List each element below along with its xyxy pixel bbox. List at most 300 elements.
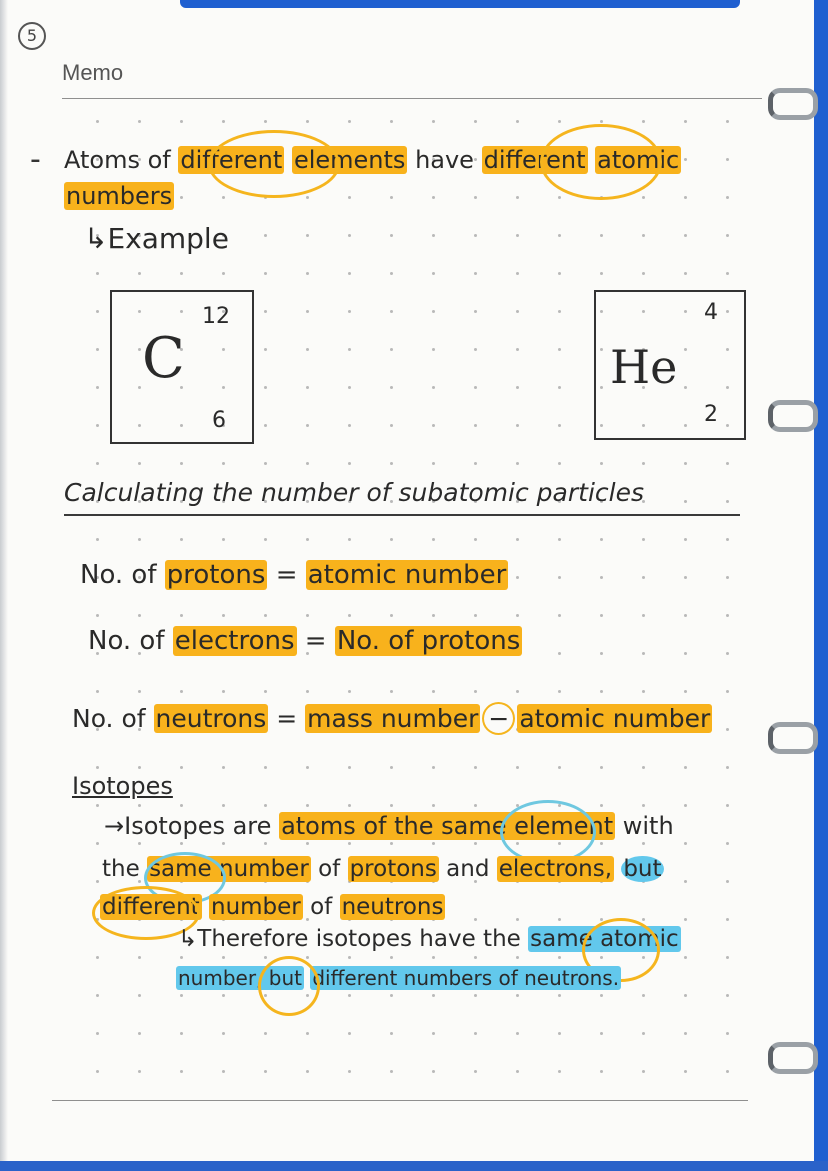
grid-dot	[306, 766, 309, 769]
page-number-circle	[18, 22, 46, 50]
grid-dot	[222, 842, 225, 845]
iso-l4-a: ↳Therefore isotopes have the	[178, 926, 521, 952]
grid-dot	[96, 272, 99, 275]
grid-dot	[516, 272, 519, 275]
grid-dot	[600, 804, 603, 807]
grid-dot	[684, 804, 687, 807]
iso-l5-b: different numbers of neutrons.	[312, 966, 620, 990]
grid-dot	[558, 652, 561, 655]
grid-dot	[390, 842, 393, 845]
grid-dot	[684, 120, 687, 123]
grid-dot	[726, 576, 729, 579]
grid-dot	[432, 614, 435, 617]
grid-dot	[264, 956, 267, 959]
iso-l3-a: different	[102, 894, 200, 920]
grid-dot	[684, 994, 687, 997]
grid-dot	[474, 842, 477, 845]
intro-w3: elements	[293, 146, 406, 174]
intro-w1: Atoms of	[64, 146, 171, 174]
grid-dot	[726, 766, 729, 769]
grid-dot	[558, 1070, 561, 1073]
calc-heading: Calculating the number of subatomic particles	[64, 478, 644, 507]
grid-dot	[474, 918, 477, 921]
neutrons-line	[72, 702, 712, 735]
grid-dot	[138, 842, 141, 845]
grid-dot	[432, 1032, 435, 1035]
grid-dot	[348, 386, 351, 389]
grid-dot	[96, 804, 99, 807]
intro-w2: different	[180, 146, 283, 174]
grid-dot	[306, 310, 309, 313]
grid-dot	[432, 272, 435, 275]
grid-dot	[432, 196, 435, 199]
grid-dot	[96, 994, 99, 997]
grid-dot	[684, 538, 687, 541]
grid-dot	[96, 1032, 99, 1035]
grid-dot	[684, 918, 687, 921]
grid-dot	[474, 1070, 477, 1073]
iso-l3-c: of	[310, 894, 333, 920]
grid-dot	[558, 538, 561, 541]
grid-dot	[264, 310, 267, 313]
grid-dot	[138, 1032, 141, 1035]
grid-dot	[516, 918, 519, 921]
grid-dot	[558, 690, 561, 693]
grid-dot	[516, 956, 519, 959]
grid-dot	[390, 956, 393, 959]
grid-dot	[96, 842, 99, 845]
grid-dot	[600, 652, 603, 655]
grid-dot	[222, 614, 225, 617]
grid-dot	[516, 994, 519, 997]
grid-dot	[726, 690, 729, 693]
grid-dot	[390, 424, 393, 427]
helium-mass-number: 4	[704, 300, 718, 325]
grid-dot	[264, 424, 267, 427]
protons-right: atomic number	[307, 560, 507, 590]
carbon-symbol: C	[142, 326, 185, 391]
grid-dot	[516, 386, 519, 389]
page-number: 5	[26, 26, 38, 45]
grid-dot	[222, 956, 225, 959]
grid-dot	[390, 348, 393, 351]
grid-dot	[390, 386, 393, 389]
carbon-mass-number: 12	[202, 304, 230, 329]
grid-dot	[474, 234, 477, 237]
grid-dot	[642, 614, 645, 617]
grid-dot	[264, 272, 267, 275]
grid-dot	[222, 766, 225, 769]
grid-dot	[642, 690, 645, 693]
grid-dot	[516, 1032, 519, 1035]
grid-dot	[684, 462, 687, 465]
grid-dot	[432, 120, 435, 123]
grid-dot	[138, 766, 141, 769]
grid-dot	[600, 272, 603, 275]
grid-dot	[558, 272, 561, 275]
grid-dot	[222, 272, 225, 275]
grid-dot	[306, 234, 309, 237]
grid-dot	[474, 956, 477, 959]
neutrons-equals: =	[276, 704, 298, 733]
grid-dot	[642, 272, 645, 275]
grid-dot	[348, 690, 351, 693]
grid-dot	[348, 804, 351, 807]
grid-dot	[390, 1032, 393, 1035]
grid-dot	[684, 196, 687, 199]
grid-dot	[222, 1070, 225, 1073]
iso-l1-a: →Isotopes are	[104, 812, 272, 840]
grid-dot	[222, 462, 225, 465]
grid-dot	[138, 690, 141, 693]
grid-dot	[390, 196, 393, 199]
grid-dot	[390, 804, 393, 807]
circle-same	[500, 800, 596, 864]
grid-dot	[306, 424, 309, 427]
grid-dot	[180, 1032, 183, 1035]
grid-dot	[516, 1070, 519, 1073]
grid-dot	[138, 1070, 141, 1073]
grid-dot	[96, 1070, 99, 1073]
grid-dot	[180, 196, 183, 199]
grid-dot	[600, 234, 603, 237]
grid-dot	[726, 956, 729, 959]
grid-dot	[180, 804, 183, 807]
electrons-term: electrons	[174, 626, 295, 656]
grid-dot	[222, 804, 225, 807]
grid-dot	[222, 994, 225, 997]
grid-dot	[348, 1032, 351, 1035]
electrons-right: No. of protons	[336, 626, 521, 656]
grid-dot	[558, 348, 561, 351]
grid-dot	[390, 766, 393, 769]
grid-dot	[222, 196, 225, 199]
intro-line-2	[64, 182, 174, 210]
grid-dot	[222, 690, 225, 693]
grid-dot	[684, 766, 687, 769]
grid-dot	[642, 842, 645, 845]
grid-dot	[306, 1032, 309, 1035]
top-edge	[180, 0, 740, 8]
grid-dot	[306, 120, 309, 123]
grid-dot	[306, 614, 309, 617]
grid-dot	[264, 804, 267, 807]
grid-dot	[558, 614, 561, 617]
binding-shadow	[0, 0, 8, 1171]
grid-dot	[264, 538, 267, 541]
grid-dot	[726, 538, 729, 541]
grid-dot	[474, 386, 477, 389]
electrons-left: No. of	[88, 626, 165, 656]
protons-equals: =	[275, 560, 298, 590]
iso-l2-d: protons	[349, 856, 437, 882]
grid-dot	[726, 272, 729, 275]
memo-rule	[62, 98, 762, 99]
grid-dot	[726, 462, 729, 465]
grid-dot	[432, 462, 435, 465]
grid-dot	[180, 842, 183, 845]
grid-dot	[348, 310, 351, 313]
grid-dot	[558, 918, 561, 921]
grid-dot	[96, 880, 99, 883]
carbon-atomic-number: 6	[212, 408, 226, 433]
grid-dot	[390, 994, 393, 997]
grid-dot	[558, 196, 561, 199]
grid-dot	[348, 956, 351, 959]
grid-dot	[348, 766, 351, 769]
grid-dot	[558, 120, 561, 123]
grid-dot	[474, 766, 477, 769]
grid-dot	[432, 842, 435, 845]
grid-dot	[558, 1032, 561, 1035]
grid-dot	[180, 766, 183, 769]
grid-dot	[516, 538, 519, 541]
grid-dot	[306, 1070, 309, 1073]
grid-dot	[180, 614, 183, 617]
iso-l2-f: electrons,	[498, 856, 613, 882]
grid-dot	[642, 234, 645, 237]
grid-dot	[474, 462, 477, 465]
intro-w7: numbers	[66, 182, 173, 210]
grid-dot	[222, 120, 225, 123]
grid-dot	[180, 462, 183, 465]
grid-dot	[600, 1032, 603, 1035]
circle-different-2	[540, 124, 662, 200]
calc-heading-underline	[64, 514, 740, 516]
binder-ring-icon	[768, 400, 818, 432]
grid-dot	[432, 424, 435, 427]
grid-dot	[684, 158, 687, 161]
grid-dot	[474, 424, 477, 427]
grid-dot	[306, 956, 309, 959]
grid-dot	[96, 120, 99, 123]
grid-dot	[558, 576, 561, 579]
circle-but	[258, 956, 320, 1016]
protons-line	[80, 560, 508, 590]
grid-dot	[432, 234, 435, 237]
grid-dot	[642, 1032, 645, 1035]
grid-dot	[474, 614, 477, 617]
grid-dot	[516, 614, 519, 617]
grid-dot	[390, 538, 393, 541]
grid-dot	[222, 538, 225, 541]
iso-l5-a: number, but	[178, 966, 302, 990]
neutrons-atomic: atomic number	[519, 704, 711, 733]
grid-dot	[726, 120, 729, 123]
intro-w5: different	[483, 146, 586, 174]
grid-dot	[432, 310, 435, 313]
helium-atomic-number: 2	[704, 402, 718, 427]
grid-dot	[474, 348, 477, 351]
grid-dot	[474, 1032, 477, 1035]
grid-dot	[96, 766, 99, 769]
grid-dot	[726, 804, 729, 807]
grid-dot	[684, 1032, 687, 1035]
grid-dot	[726, 500, 729, 503]
iso-l2-e: and	[446, 856, 490, 882]
grid-dot	[726, 880, 729, 883]
grid-dot	[516, 462, 519, 465]
grid-dot	[138, 614, 141, 617]
grid-dot	[432, 956, 435, 959]
grid-dot	[348, 842, 351, 845]
grid-dot	[390, 234, 393, 237]
grid-dot	[390, 690, 393, 693]
isotopes-heading: Isotopes	[72, 772, 173, 800]
grid-dot	[96, 956, 99, 959]
grid-dot	[684, 272, 687, 275]
grid-dot	[138, 538, 141, 541]
grid-dot	[600, 120, 603, 123]
grid-dot	[432, 690, 435, 693]
carbon-element-box	[110, 290, 254, 444]
grid-dot	[642, 462, 645, 465]
grid-dot	[264, 348, 267, 351]
grid-dot	[474, 690, 477, 693]
grid-dot	[264, 120, 267, 123]
grid-dot	[516, 234, 519, 237]
circle-different-1	[208, 130, 340, 198]
grid-dot	[390, 120, 393, 123]
grid-dot	[348, 272, 351, 275]
grid-dot	[516, 348, 519, 351]
grid-dot	[726, 918, 729, 921]
grid-dot	[600, 576, 603, 579]
grid-dot	[180, 956, 183, 959]
isotopes-line-5	[176, 966, 621, 990]
grid-dot	[684, 234, 687, 237]
grid-dot	[96, 462, 99, 465]
iso-l1-b: atoms of the same element	[281, 812, 614, 840]
grid-dot	[726, 1032, 729, 1035]
grid-dot	[558, 994, 561, 997]
iso-l3-b: number	[211, 894, 301, 920]
grid-dot	[432, 804, 435, 807]
grid-dot	[726, 234, 729, 237]
grid-dot	[348, 120, 351, 123]
grid-dot	[516, 766, 519, 769]
grid-dot	[600, 994, 603, 997]
bullet-dash: -	[30, 142, 41, 177]
iso-l2-c: of	[318, 856, 341, 882]
grid-dot	[432, 1070, 435, 1073]
grid-dot	[138, 994, 141, 997]
grid-dot	[138, 956, 141, 959]
grid-dot	[642, 538, 645, 541]
grid-dot	[180, 994, 183, 997]
grid-dot	[96, 538, 99, 541]
grid-dot	[348, 424, 351, 427]
grid-dot	[180, 690, 183, 693]
grid-dot	[516, 310, 519, 313]
grid-dot	[180, 1070, 183, 1073]
neutrons-left: No. of	[72, 704, 146, 733]
neutrons-term: neutrons	[155, 704, 267, 733]
grid-dot	[138, 272, 141, 275]
grid-dot	[516, 690, 519, 693]
grid-dot	[348, 994, 351, 997]
grid-dot	[600, 538, 603, 541]
grid-dot	[684, 690, 687, 693]
grid-dot	[516, 120, 519, 123]
grid-dot	[558, 462, 561, 465]
grid-dot	[684, 614, 687, 617]
grid-dot	[264, 462, 267, 465]
binder-ring-icon	[768, 1042, 818, 1074]
grid-dot	[642, 766, 645, 769]
neutrons-mass: mass number	[307, 704, 479, 733]
grid-dot	[642, 918, 645, 921]
grid-dot	[96, 690, 99, 693]
grid-dot	[474, 272, 477, 275]
electrons-equals: =	[304, 626, 327, 656]
grid-dot	[600, 1070, 603, 1073]
grid-dot	[726, 652, 729, 655]
grid-dot	[306, 538, 309, 541]
grid-dot	[726, 842, 729, 845]
grid-dot	[558, 424, 561, 427]
grid-dot	[558, 386, 561, 389]
grid-dot	[264, 1032, 267, 1035]
grid-dot	[642, 652, 645, 655]
iso-l4-b: same atomic	[530, 926, 679, 952]
grid-dot	[600, 766, 603, 769]
grid-dot	[474, 310, 477, 313]
right-edge	[814, 0, 828, 1171]
electrons-line	[88, 626, 522, 656]
grid-dot	[264, 386, 267, 389]
grid-dot	[222, 1032, 225, 1035]
grid-dot	[474, 994, 477, 997]
iso-l2-b: same number	[149, 856, 309, 882]
intro-w4: have	[415, 146, 474, 174]
iso-l2-g: but	[623, 856, 662, 882]
grid-dot	[684, 1070, 687, 1073]
grid-dot	[726, 196, 729, 199]
grid-dot	[306, 386, 309, 389]
grid-dot	[726, 158, 729, 161]
grid-dot	[684, 500, 687, 503]
grid-dot	[642, 994, 645, 997]
grid-dot	[432, 994, 435, 997]
grid-dot	[474, 538, 477, 541]
iso-l3-d: neutrons	[341, 894, 444, 920]
grid-dot	[432, 348, 435, 351]
grid-dot	[138, 120, 141, 123]
grid-dot	[306, 272, 309, 275]
grid-dot	[390, 614, 393, 617]
grid-dot	[600, 842, 603, 845]
grid-dot	[348, 1070, 351, 1073]
grid-dot	[684, 652, 687, 655]
grid-dot	[264, 842, 267, 845]
grid-dot	[138, 462, 141, 465]
grid-dot	[348, 538, 351, 541]
neutrons-minus: −	[482, 702, 515, 735]
grid-dot	[180, 538, 183, 541]
grid-dot	[390, 1070, 393, 1073]
iso-l2-a: the	[102, 856, 140, 882]
grid-dot	[306, 804, 309, 807]
grid-dot	[516, 424, 519, 427]
grid-dot	[348, 614, 351, 617]
grid-dot	[516, 196, 519, 199]
grid-dot	[348, 462, 351, 465]
grid-dot	[390, 272, 393, 275]
grid-dot	[96, 348, 99, 351]
grid-dot	[726, 1070, 729, 1073]
helium-symbol: He	[610, 340, 678, 394]
